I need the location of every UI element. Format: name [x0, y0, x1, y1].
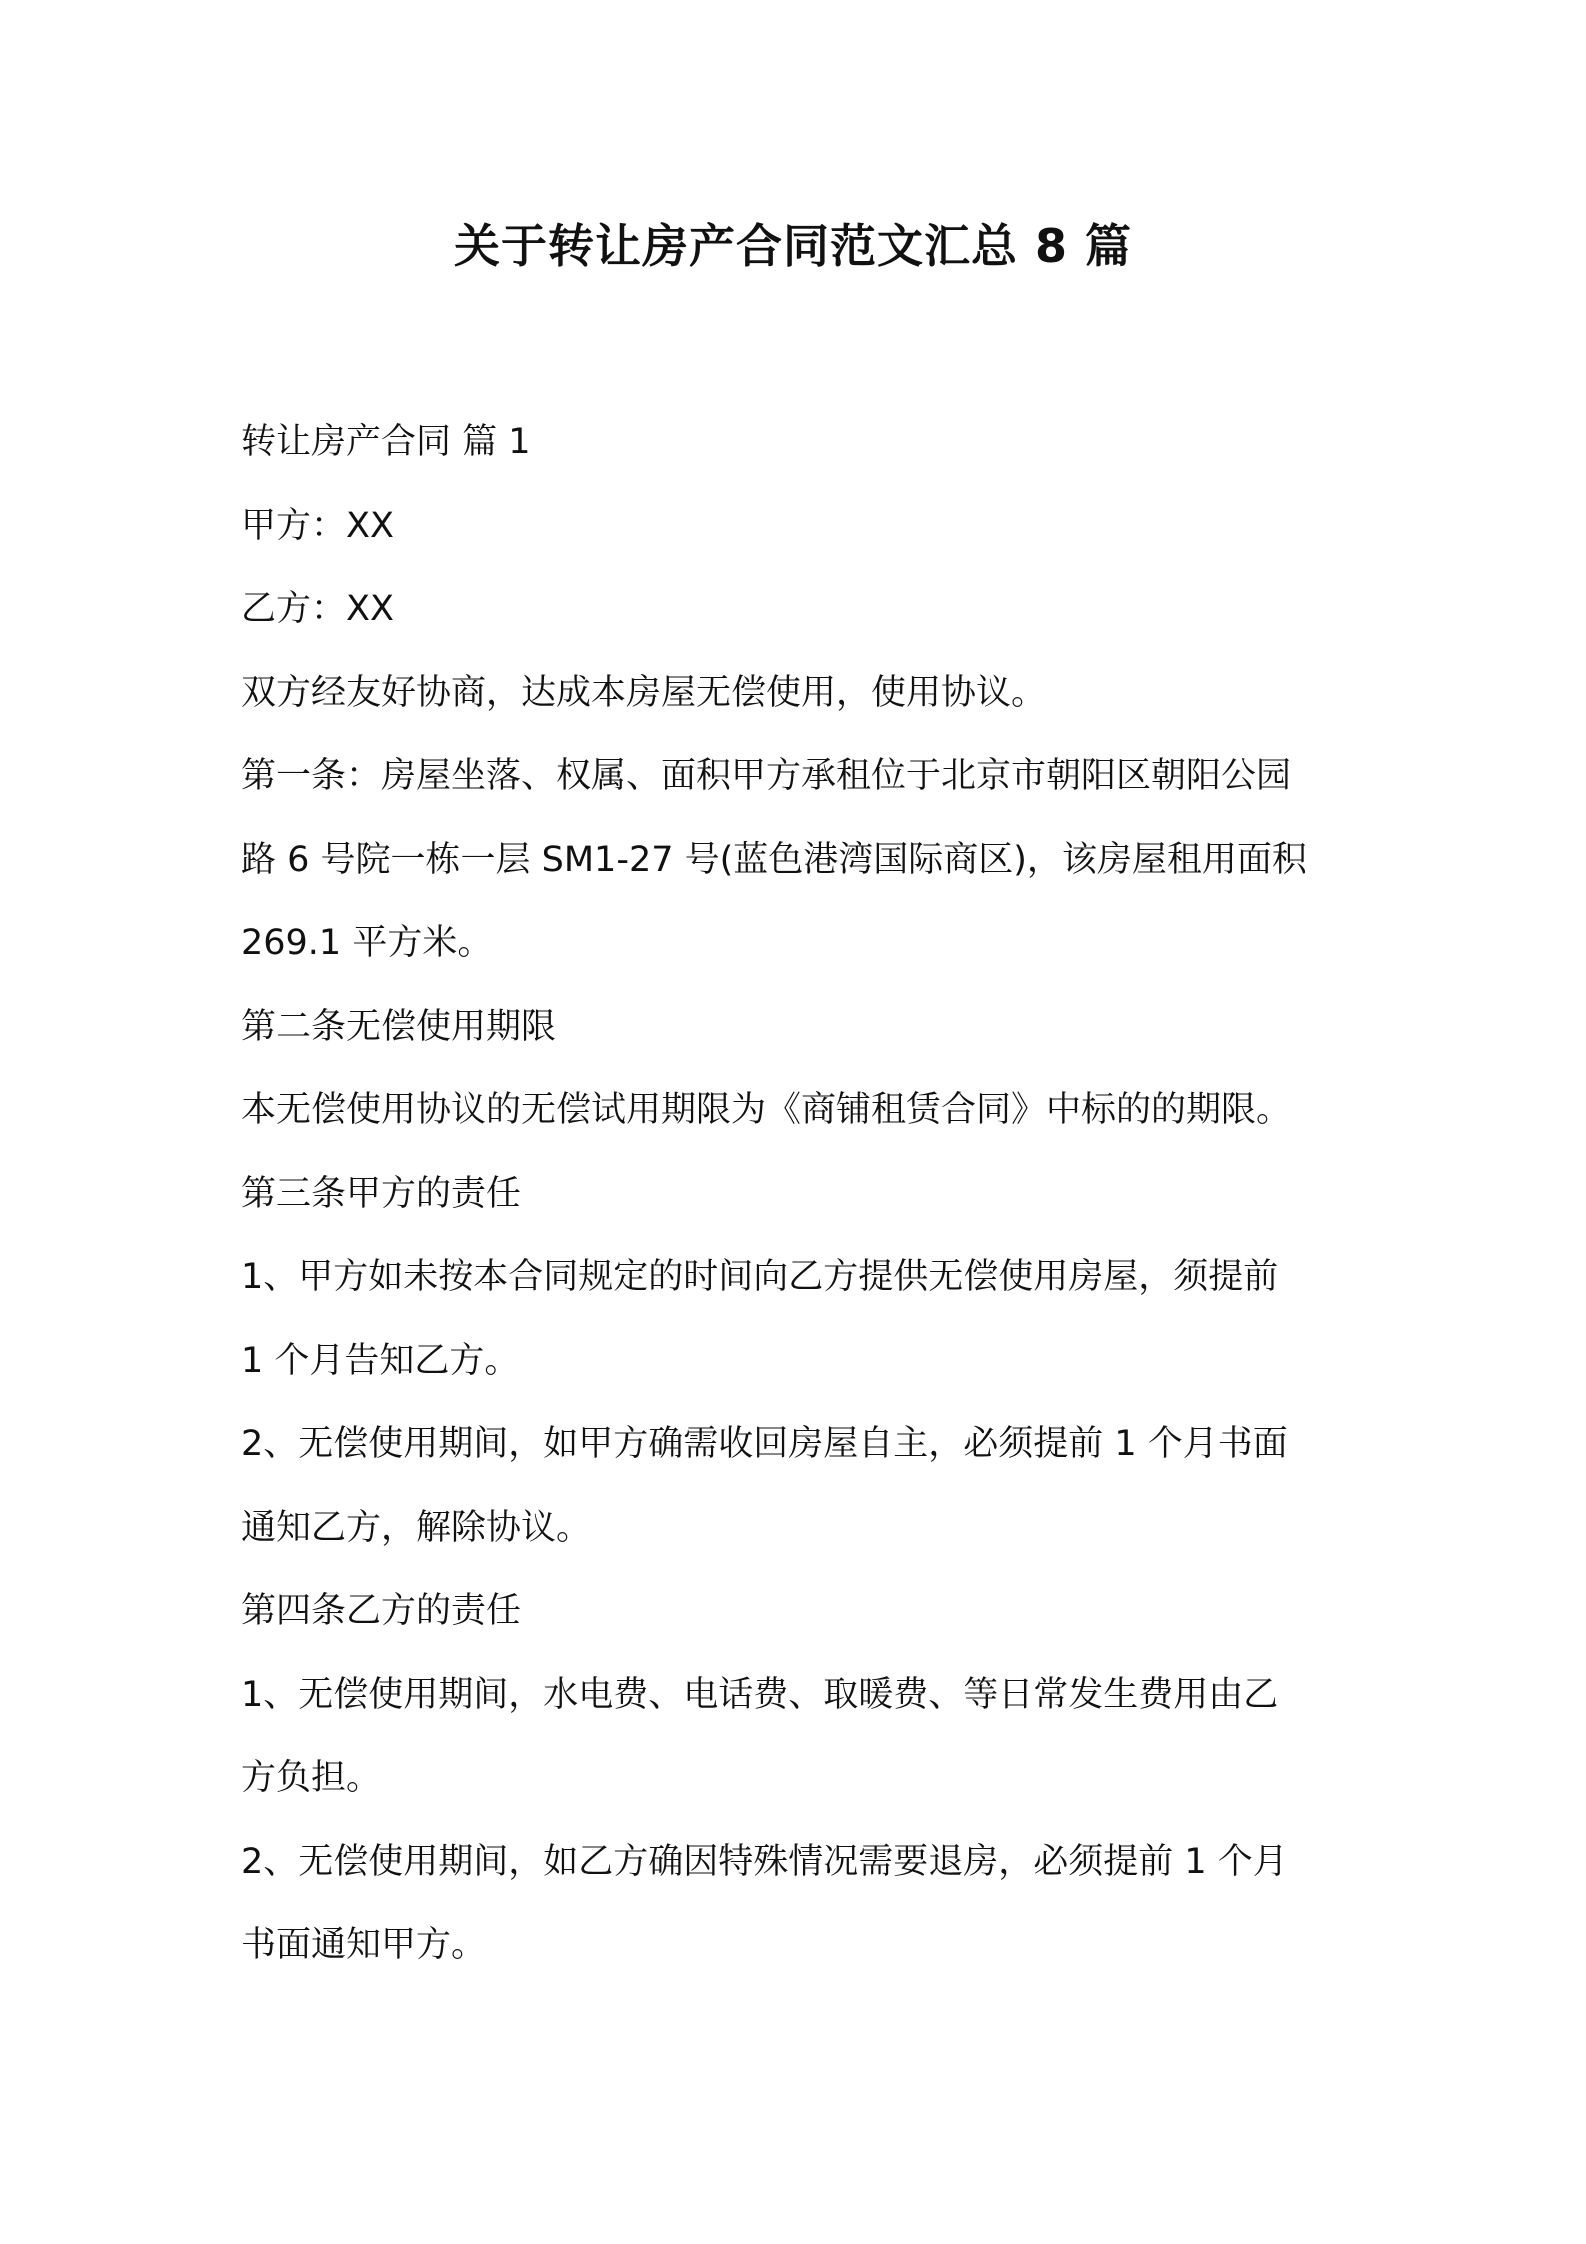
article-4-heading: 第四条乙方的责任 [241, 1591, 522, 1631]
document-title: 关于转让房产合同范文汇总 8 篇 [453, 219, 1133, 273]
article-1-line: 269.1 平方米。 [241, 923, 493, 963]
section-heading: 转让房产合同 篇 1 [241, 422, 531, 462]
article-1-line: 第一条：房屋坐落、权属、面积甲方承租位于北京市朝阳区朝阳公园 [241, 756, 1292, 796]
article-3-line: 通知乙方，解除协议。 [241, 1507, 592, 1548]
party-b-line: 乙方：XX [241, 589, 394, 629]
paragraph-line: 双方经友好协商，达成本房屋无偿使用，使用协议。 [241, 672, 1047, 713]
article-4-line: 方负担。 [241, 1758, 382, 1798]
article-3-line: 1 个月告知乙方。 [241, 1340, 520, 1381]
article-1-line: 路 6 号院一栋一层 SM1-27 号(蓝色港湾国际商区)，该房屋租用面积 [241, 839, 1307, 880]
article-4-line: 书面通知甲方。 [241, 1925, 487, 1965]
party-a-line: 甲方：XX [241, 505, 394, 546]
article-2-line: 本无偿使用协议的无偿试用期限为《商铺租赁合同》中标的的期限。 [241, 1090, 1292, 1130]
article-3-heading: 第三条甲方的责任 [241, 1173, 522, 1214]
article-3-line: 2、无偿使用期间，如甲方确需收回房屋自主，必须提前 1 个月书面 [241, 1424, 1288, 1464]
document-body [241, 401, 1361, 1988]
article-3-line: 1、甲方如未按本合同规定的时间向乙方提供无偿使用房屋，须提前 [241, 1257, 1279, 1297]
article-4-line: 2、无偿使用期间，如乙方确因特殊情况需要退房，必须提前 1 个月 [241, 1841, 1288, 1882]
article-2-heading: 第二条无偿使用期限 [241, 1006, 557, 1047]
article-4-line: 1、无偿使用期间，水电费、电话费、取暖费、等日常发生费用由乙 [241, 1674, 1279, 1715]
